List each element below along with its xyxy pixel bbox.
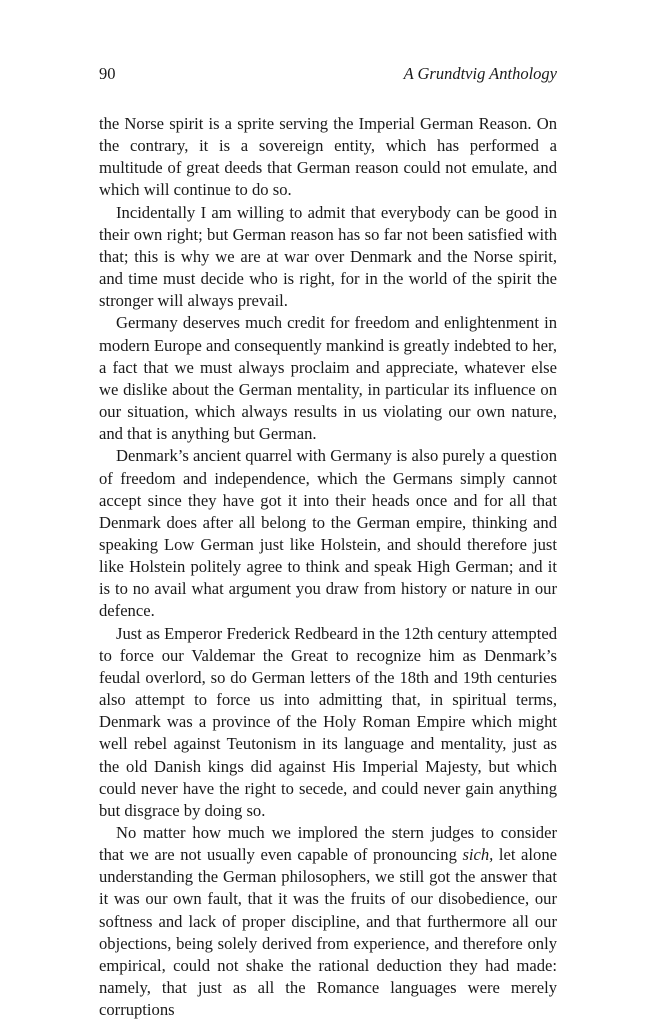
paragraph-4 bbox=[99, 445, 557, 622]
paragraph-5 bbox=[99, 623, 557, 822]
paragraph-4-text: Denmark’s ancient quarrel with Germany is also purely a question of freedom and independence, which the Germans simply cannot accept since they have got it into their heads once and for all that Denmark does after all belong to the German empire, thinking and speaking Low German just like Holstein, and should therefore just like Holstein politely agree to think and speak High German; and it is to no avail what argument you draw from history or nature in our defence. bbox=[99, 446, 557, 621]
paragraph-3 bbox=[99, 312, 557, 445]
page-number: 90 bbox=[99, 64, 116, 83]
body-text bbox=[99, 113, 557, 1021]
paragraph-6 bbox=[99, 822, 557, 1021]
paragraph-5-text: Just as Emperor Frederick Redbeard in the 12th century attempted to force our Valdemar the Great to recognize him as Denmark’s feudal overlord, so do German letters of the 18th and 19th centuries also attempt to force us into admitting that, in spiritual terms, Denmark was a province of the Holy Roman Empire which might well rebel against Teutonism in its language and mentality, just as the old Danish kings did against His Imperial Majesty, but which could never have the right to secede, and could never gain anything but disgrace by doing so. bbox=[99, 623, 557, 820]
paragraph-1-text: the Norse spirit is a sprite serving the Imperial German Reason. On the contrary, it is a sovereign entity, which has performed a multitude of great deeds that German reason could not emulate, and which will continue to do so. bbox=[99, 114, 557, 200]
paragraph-6-italic-word: sich, bbox=[462, 845, 494, 865]
running-head bbox=[99, 62, 557, 86]
paragraph-6-text-before: No matter how much we implored the stern judges to consider that we are not usually even capable of pronouncing bbox=[99, 823, 557, 865]
paragraph-2-text: Incidentally I am willing to admit that everybody can be good in their own right; but German reason has so far not been satisfied with that; this is why we are at war over Denmark and the Norse spirit, and time must decide who is right, for in the world of the spirit the stronger will always prevail. bbox=[99, 202, 557, 311]
running-title: A Grundtvig Anthology bbox=[403, 64, 557, 83]
paragraph-2 bbox=[99, 202, 557, 313]
paragraph-6-text-after: let alone understanding the German philosophers, we still got the answer that it was our own fault, that it was the fruits of our disobedience, our softness and lack of proper discipline, and that furthermore all our objections, being solely derived from experience, and therefore only empirical, could not shake the rational deduction they had made: namely, that just as all the Romance languages were merely corruptions bbox=[99, 845, 557, 1020]
paragraph-1 bbox=[99, 113, 557, 202]
paragraph-3-text: Germany deserves much credit for freedom and enlightenment in modern Europe and consequently mankind is greatly indebted to her, a fact that we must always proclaim and appreciate, whatever else we dislike about the German mentality, in particular its influence on our situation, which always results in us violating our own nature, and that is anything but German. bbox=[99, 313, 557, 444]
